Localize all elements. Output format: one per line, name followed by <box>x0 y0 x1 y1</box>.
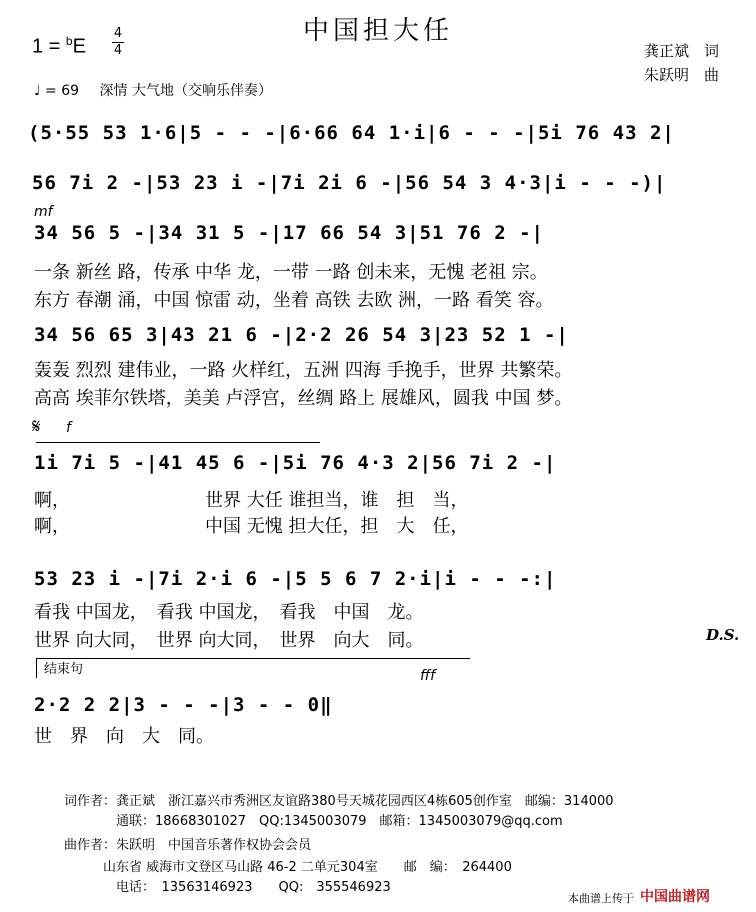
chorus-notes-row-1: 1i 7i 5 -|41 45 6 -|5i 76 4·3 2|56 7i 2 -| <box>34 452 557 474</box>
tempo-marking <box>34 80 272 100</box>
dynamic-fff: fff <box>420 668 436 684</box>
ending-notes: 2·2 2 2|3 - - -|3 - - 0‖ <box>34 694 333 716</box>
footer-lyricist-contact: 通联：18668301027 QQ:1345003079 邮箱：1345003079@qq.com <box>64 814 563 829</box>
footer-composer-address: 山东省 威海市文登区马山路 46-2 二单元304室 邮 编： 264400 <box>64 860 512 875</box>
time-top: 4 <box>113 26 123 41</box>
ending-lyric: 世 界 向 大 同。 <box>34 726 214 747</box>
chorus-lyric-2b: 世界 向大同， 世界 向大同， 世界 向大 同。 <box>34 630 424 651</box>
tempo-value: ♩ = 69 <box>34 83 80 99</box>
ending-bracket <box>36 658 470 659</box>
intro-notes-row-1: (5·55 53 1·6|5 - - -|6·66 64 1·i|6 - - -|5i 76 43 2| <box>28 122 675 144</box>
verse-lyric-2a: 轰轰 烈烈 建伟业，一路 火样红，五洲 四海 手挽手，世界 共繁荣。 <box>34 360 573 381</box>
footer-composer: 曲作者：朱跃明 中国音乐著作权协会会员 <box>64 838 312 853</box>
dynamic-f: f <box>66 420 71 436</box>
ending-bracket-left <box>36 658 37 678</box>
segno-icon: 𝄋 <box>32 414 41 438</box>
dynamic-mf: mf <box>34 204 53 220</box>
slur-line <box>36 442 320 443</box>
verse-lyric-1b: 东方 春潮 涌，中国 惊雷 动，坐着 高铁 去欧 洲，一路 看笑 容。 <box>34 290 554 311</box>
time-signature <box>112 26 124 59</box>
chorus-lyric-1b: 啊， 中国 无愧 担大任，担 大 任， <box>34 516 469 537</box>
key-prefix: 1 = <box>32 35 66 58</box>
intro-notes-row-2: 56 7i 2 -|53 23 i -|7i 2i 6 -|56 54 3 4·3|i - - -)| <box>32 172 667 194</box>
site-logo[interactable]: 中国曲谱网 <box>640 889 710 905</box>
expression-text: 深情 大气地（交响乐伴奏） <box>99 83 272 99</box>
ending-label: 结束句 <box>44 662 84 677</box>
ds-marking: D.S. <box>706 626 740 644</box>
verse-lyric-1a: 一条 新丝 路，传承 中华 龙，一带 一路 创未来，无愧 老祖 宗。 <box>34 262 548 283</box>
footer-lyricist-address: 词作者：龚正斌 浙江嘉兴市秀洲区友谊路380号天城花园西区4栋605创作室 邮编：314000 <box>64 794 614 809</box>
chorus-notes-row-2: 53 23 i -|7i 2·i 6 -|5 5 6 7 2·i|i - - -:| <box>34 568 557 590</box>
chorus-lyric-2a: 看我 中国龙， 看我 中国龙， 看我 中国 龙。 <box>34 602 424 623</box>
lyricist-credit: 龚正斌 词 <box>644 42 720 60</box>
upload-note: 本曲谱上传于 <box>568 892 634 905</box>
time-bottom: 4 <box>113 43 123 58</box>
page-title: 中国担大任 <box>302 16 453 46</box>
composer-credit: 朱跃明 曲 <box>644 66 720 84</box>
chorus-lyric-1a: 啊， 世界 大任 谁担当，谁 担 当， <box>34 490 469 511</box>
verse-lyric-2b: 高高 埃菲尔铁塔，美美 卢浮宫，丝绸 路上 展雄风，圆我 中国 梦。 <box>34 388 573 409</box>
key-note: E <box>72 35 86 58</box>
verse-notes-row-2: 34 56 65 3|43 21 6 -|2·2 26 54 3|23 52 1 -| <box>34 324 569 346</box>
footer-composer-contact: 电话： 13563146923 QQ: 355546923 <box>64 880 391 895</box>
key-signature <box>32 34 86 59</box>
verse-notes-row-1: 34 56 5 -|34 31 5 -|17 66 54 3|51 76 2 -| <box>34 222 544 244</box>
key-flat: b <box>65 34 73 48</box>
